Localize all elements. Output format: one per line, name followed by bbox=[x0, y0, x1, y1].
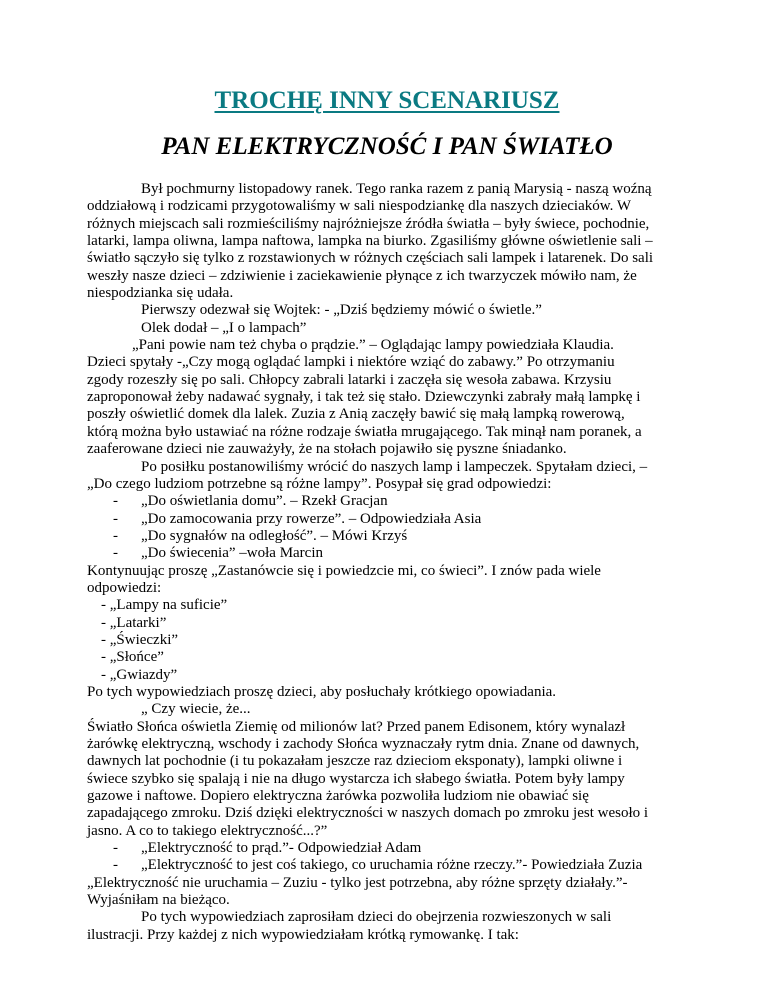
paragraph-line: Światło Słońca oświetla Ziemię od milionów lat? Przed panem Edisonem, który wynalazł bbox=[87, 718, 626, 735]
paragraph-line: jasno. A co to takiego elektryczność...?” bbox=[87, 822, 328, 839]
paragraph-line: dawnych lat pochodnie (i tu pokazałam jeszcze raz dzieciom eksponaty), lampki oliwne i bbox=[87, 753, 623, 770]
document-body bbox=[87, 181, 687, 944]
answer-item: - „Gwiazdy” bbox=[101, 666, 178, 683]
paragraph-line: Kontynuując proszę „Zastanówcie się i powiedzcie mi, co świeci”. I znów pada wiele bbox=[87, 562, 601, 579]
paragraph-line: Po tych wypowiedziach zaprosiłam dzieci do obejrzenia rozwieszonych w sali bbox=[141, 909, 612, 926]
paragraph-line: niespodzianka się udała. bbox=[87, 285, 234, 302]
list-dash: - bbox=[113, 510, 118, 527]
paragraph-line: Pierwszy odezwał się Wojtek: - „Dziś będziemy mówić o świetle.” bbox=[141, 302, 542, 319]
paragraph-line: Olek dodał – „I o lampach” bbox=[141, 319, 307, 336]
paragraph-line: którą można było ustawiać na różne rodzaje światła mrugającego. Tak minął nam poranek, a bbox=[87, 423, 642, 440]
paragraph-line: różnych miejscach sali rozmieściliśmy najróżniejsze źródła światła – były świece, pochodnie, bbox=[87, 215, 650, 232]
paragraph-line: ilustracji. Przy każdej z nich wypowiedziałam krótką rymowankę. I tak: bbox=[87, 926, 519, 943]
paragraph-line: Dzieci spytały -„Czy mogą oglądać lampki i niektóre wziąć do zabawy.” Po otrzymaniu bbox=[87, 354, 615, 371]
paragraph-line: gazowe i naftowe. Dopiero elektryczna żarówka pozwoliła ludziom nie obawiać się bbox=[87, 788, 589, 805]
paragraph-line: Po tych wypowiedziach proszę dzieci, aby posłuchały krótkiego opowiadania. bbox=[87, 683, 557, 700]
paragraph-line: „Pani powie nam też chyba o prądzie.” – Oglądając lampy powiedziała Klaudia. bbox=[132, 337, 614, 354]
list-item bbox=[87, 545, 687, 562]
list-item-text: „Elektryczność to jest coś takiego, co uruchamia różne rzeczy.”- Powiedziała Zuzia bbox=[141, 857, 643, 874]
list-item bbox=[87, 840, 687, 857]
list-item bbox=[87, 493, 687, 510]
list-dash: - bbox=[113, 545, 118, 562]
paragraph-line: oddziałową i rodzicami przygotowaliśmy w sali niespodziankę dla naszych dzieciaków. W bbox=[87, 198, 631, 215]
list-item-text: „Do zamocowania przy rowerze”. – Odpowiedziała Asia bbox=[141, 510, 482, 527]
paragraph-line: poszły oświetlić domek dla lalek. Zuzia z Anią zaczęły bawić się małą lampką rowerową, bbox=[87, 406, 625, 423]
paragraph-line: „Do czego ludziom potrzebne są różne lampy”. Posypał się grad odpowiedzi: bbox=[87, 475, 552, 492]
answer-item: - „Świeczki” bbox=[101, 631, 179, 648]
paragraph-line: zapadającego zmroku. Dziś dzięki elektryczności w naszych domach po zmroku jest wesoło i bbox=[87, 805, 649, 822]
paragraph-line: Był pochmurny listopadowy ranek. Tego ranka razem z panią Marysią - naszą woźną bbox=[141, 181, 652, 197]
answer-item: - „Lampy na suficie” bbox=[101, 597, 228, 614]
list-dash: - bbox=[113, 527, 118, 544]
list-item bbox=[87, 528, 687, 545]
paragraph-line: Po posiłku postanowiliśmy wrócić do naszych lamp i lampeczek. Spytałam dzieci, – bbox=[141, 458, 648, 475]
list-item-text: „Do świecenia” –woła Marcin bbox=[141, 545, 324, 562]
list-dash: - bbox=[113, 840, 118, 857]
paragraph-line: zgody rozeszły się po sali. Chłopcy zabrali latarki i zaczęła się wesoła zabawa. Krzysiu bbox=[87, 371, 612, 388]
list-item bbox=[87, 511, 687, 528]
paragraph-line: żarówkę elektryczną, wschody i zachody Słońca wyznaczały rytm dnia. Znane od dawnych, bbox=[87, 736, 640, 752]
paragraph-line: weszły nasze dzieci – zdziwienie i zaciekawienie płynące z ich twarzyczek mówiło nam, że bbox=[87, 267, 637, 284]
answer-item: - „Latarki” bbox=[101, 614, 167, 631]
list-dash: - bbox=[113, 493, 118, 510]
paragraph-line: światło sączyło się tylko z rozstawionych w różnych częściach sali lampek i latarenek. Do sali bbox=[87, 250, 654, 267]
paragraph-line: „ Czy wiecie, że... bbox=[141, 701, 251, 718]
list-item-text: „Do oświetlania domu”. – Rzekł Gracjan bbox=[141, 493, 388, 510]
document-title: TROCHĘ INNY SCENARIUSZ bbox=[214, 87, 560, 114]
paragraph-line: zaproponował żeby nadawać sygnały, i tak też się stało. Dziewczynki zabrały małą lampkę i bbox=[87, 389, 641, 406]
paragraph-line: Wyjaśniłam na bieżąco. bbox=[87, 892, 230, 909]
list-dash: - bbox=[113, 857, 118, 874]
list-item bbox=[87, 857, 687, 874]
paragraph-line: świece szybko się spalają i nie na długo wystarcza ich słabego światła. Potem były lampy bbox=[87, 770, 625, 787]
document-subtitle: PAN ELEKTRYCZNOŚĆ I PAN ŚWIATŁO bbox=[161, 133, 613, 160]
list-item-text: „Elektryczność to prąd.”- Odpowiedział Adam bbox=[141, 840, 422, 857]
paragraph-line: zaaferowane dzieci nie zauważyły, że na stołach pojawiło się pyszne śniadanko. bbox=[87, 441, 567, 458]
answer-item: - „Słońce” bbox=[101, 649, 164, 666]
list-item-text: „Do sygnałów na odległość”. – Mówi Krzyś bbox=[141, 527, 408, 544]
paragraph-line: „Elektryczność nie uruchamia – Zuziu - tylko jest potrzebna, aby różne sprzęty działały.”- bbox=[87, 874, 628, 891]
paragraph-line: odpowiedzi: bbox=[87, 579, 162, 596]
paragraph-line: latarki, lampa oliwna, lampa naftowa, lampka na biurko. Zgasiliśmy główne oświetlenie sali – bbox=[87, 233, 653, 250]
